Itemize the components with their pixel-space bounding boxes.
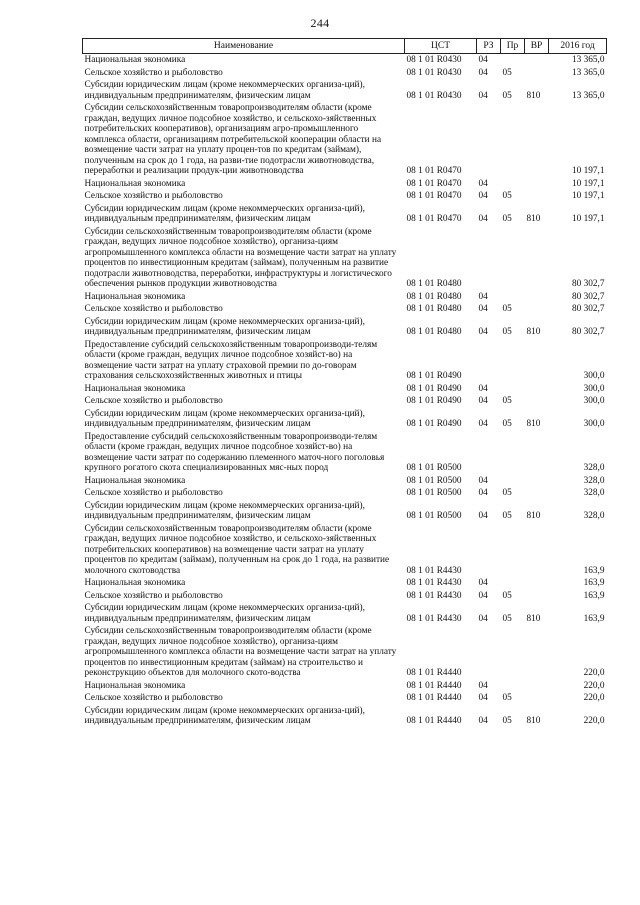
row-pr xyxy=(501,475,525,488)
row-vr xyxy=(525,102,549,178)
row-vr xyxy=(525,577,549,590)
row-rz xyxy=(477,226,501,291)
row-amount: 328,0 xyxy=(583,463,605,473)
header-name: Наименование xyxy=(83,39,405,54)
row-name: Сельское хозяйство и рыболовство xyxy=(84,693,223,703)
row-name: Субсидии юридическим лицам (кроме некоммерческих организа-ций), индивидуальным предпринимателям, физическим лицам xyxy=(84,316,365,337)
row-rz: 04 xyxy=(478,488,488,498)
row-pr xyxy=(501,102,525,178)
row-code: 08 1 01 R0470 xyxy=(406,178,462,189)
row-pr: 05 xyxy=(502,214,512,224)
row-amount: 163,9 xyxy=(583,578,605,588)
table-row xyxy=(83,291,607,304)
row-code: 08 1 01 R0470 xyxy=(406,191,462,201)
row-pr xyxy=(501,178,525,191)
row-name: Субсидии юридическим лицам (кроме некоммерческих организа-ций), индивидуальным предпринимателям, физическим лицам xyxy=(84,705,365,726)
table-row xyxy=(83,303,607,316)
row-code: 08 1 01 R4430 xyxy=(406,590,462,601)
budget-table xyxy=(82,38,607,728)
row-rz: 04 xyxy=(478,680,488,691)
header-code: ЦСТ xyxy=(405,39,477,54)
row-code: 08 1 01 R0490 xyxy=(406,371,462,381)
row-amount: 220,0 xyxy=(583,716,605,726)
row-name: Предоставление субсидий сельскохозяйственным товаропроизводи-телям области (кроме граждан, ведущих личное подсобное хозяйст-во) на возмещение части затрат на уплату страховой премии по до-говорам страхования сельскохозяйственных животных и птицы xyxy=(84,339,378,381)
row-code: 08 1 01 R0470 xyxy=(406,214,462,224)
row-code: 08 1 01 R4430 xyxy=(406,613,462,624)
row-code: 08 1 01 R4440 xyxy=(406,680,462,691)
row-rz: 04 xyxy=(478,716,488,726)
row-rz: 04 xyxy=(478,511,488,521)
header-rz: РЗ xyxy=(477,39,501,54)
row-amount: 13 365,0 xyxy=(571,67,605,78)
row-code: 08 1 01 R4440 xyxy=(406,693,462,703)
row-code: 08 1 01 R0500 xyxy=(406,511,462,521)
row-vr xyxy=(525,475,549,488)
row-code: 08 1 01 R0430 xyxy=(406,55,462,65)
row-pr: 05 xyxy=(502,488,512,498)
row-pr: 05 xyxy=(502,327,512,337)
row-vr: 810 xyxy=(526,90,541,101)
row-pr: 05 xyxy=(502,590,512,601)
row-vr xyxy=(525,431,549,475)
row-rz: 04 xyxy=(478,693,488,703)
table-row xyxy=(83,625,607,680)
row-pr: 05 xyxy=(502,191,512,201)
row-pr: 05 xyxy=(502,613,512,624)
table-row xyxy=(83,705,607,728)
row-name: Национальная экономика xyxy=(84,578,186,588)
row-vr xyxy=(525,692,549,705)
row-name: Субсидии сельскохозяйственным товаропроизводителям области (кроме граждан, ведущих личное подсобное хозяйство, и сельскохо-зяйственных потребительских кооперативов) на возмещение части затрат на уплату процентов по кредитам (займам), полученным на срок до 1 года, на развитие молочного скотоводства xyxy=(84,523,390,576)
row-pr xyxy=(501,625,525,680)
row-name: Сельское хозяйство и рыболовство xyxy=(84,191,223,201)
row-name: Сельское хозяйство и рыболовство xyxy=(84,67,223,78)
table-body xyxy=(83,54,607,728)
row-vr xyxy=(525,625,549,680)
row-vr xyxy=(525,590,549,603)
table-row xyxy=(83,383,607,396)
row-pr xyxy=(501,291,525,304)
table-row xyxy=(83,487,607,500)
row-code: 08 1 01 R0430 xyxy=(406,67,462,78)
header-vr: ВР xyxy=(525,39,549,54)
table-row xyxy=(83,190,607,203)
row-name: Сельское хозяйство и рыболовство xyxy=(84,488,223,498)
row-rz: 04 xyxy=(478,590,488,601)
row-pr: 05 xyxy=(502,67,512,78)
row-vr xyxy=(525,303,549,316)
row-rz: 04 xyxy=(478,327,488,337)
table-row xyxy=(83,79,607,102)
table-row xyxy=(83,602,607,625)
row-rz: 04 xyxy=(478,304,488,314)
row-amount: 10 197,1 xyxy=(571,178,605,189)
row-vr: 810 xyxy=(526,511,541,521)
header-pr: Пр xyxy=(501,39,525,54)
row-name: Национальная экономика xyxy=(84,383,186,394)
row-amount: 220,0 xyxy=(583,680,605,691)
row-pr: 05 xyxy=(502,716,512,726)
row-code: 08 1 01 R0490 xyxy=(406,396,462,406)
row-vr: 810 xyxy=(526,419,541,429)
row-name: Субсидии юридическим лицам (кроме некоммерческих организа-ций), индивидуальным предпринимателям, физическим лицам xyxy=(84,500,365,521)
row-amount: 300,0 xyxy=(583,383,605,394)
row-code: 08 1 01 R0430 xyxy=(406,90,462,101)
row-name: Субсидии юридическим лицам (кроме некоммерческих организа-ций), индивидуальным предпринимателям, физическим лицам xyxy=(84,408,365,429)
row-rz xyxy=(477,102,501,178)
row-amount: 80 302,7 xyxy=(571,327,605,337)
row-code: 08 1 01 R0470 xyxy=(406,166,462,176)
row-rz: 04 xyxy=(478,578,488,588)
row-code: 08 1 01 R4430 xyxy=(406,578,462,588)
row-name: Национальная экономика xyxy=(84,178,186,189)
row-code: 08 1 01 R4430 xyxy=(406,565,462,576)
row-name: Субсидии сельскохозяйственным товаропроизводителям области (кроме граждан, ведущих личное подсобное хозяйство), организа-циям агропромышленного комплекса области на возмещение части затрат на уплату процентов по инвестиционным кредитам (займам) на строительство и реконструкцию объектов для молочного ското-водства xyxy=(84,626,397,678)
row-rz xyxy=(477,339,501,383)
table-row xyxy=(83,475,607,488)
row-pr: 05 xyxy=(502,304,512,314)
row-code: 08 1 01 R0480 xyxy=(406,279,462,289)
row-pr: 05 xyxy=(502,396,512,406)
row-amount: 80 302,7 xyxy=(571,304,605,314)
row-amount: 163,9 xyxy=(583,613,605,624)
row-rz: 04 xyxy=(478,67,488,78)
row-pr xyxy=(501,383,525,396)
row-amount: 80 302,7 xyxy=(571,279,605,289)
row-rz: 04 xyxy=(478,396,488,406)
row-pr xyxy=(501,680,525,693)
row-vr xyxy=(525,487,549,500)
table-row xyxy=(83,102,607,178)
row-amount: 10 197,1 xyxy=(571,191,605,201)
row-name: Национальная экономика xyxy=(84,475,186,486)
row-rz: 04 xyxy=(478,178,488,189)
row-code: 08 1 01 R0490 xyxy=(406,419,462,429)
row-pr xyxy=(501,577,525,590)
page-number: 244 xyxy=(310,16,330,30)
row-rz: 04 xyxy=(478,214,488,224)
row-rz xyxy=(477,523,501,578)
row-name: Сельское хозяйство и рыболовство xyxy=(84,396,223,406)
row-pr: 05 xyxy=(502,693,512,703)
row-amount: 10 197,1 xyxy=(571,166,605,176)
row-amount: 300,0 xyxy=(583,396,605,406)
row-code: 08 1 01 R0490 xyxy=(406,383,462,394)
row-vr xyxy=(525,67,549,80)
table-row xyxy=(83,590,607,603)
row-vr xyxy=(525,291,549,304)
table-row xyxy=(83,339,607,383)
table-row xyxy=(83,226,607,291)
header-row xyxy=(83,39,607,54)
table-row xyxy=(83,680,607,693)
row-name: Сельское хозяйство и рыболовство xyxy=(84,304,223,314)
row-pr: 05 xyxy=(502,90,512,101)
row-rz: 04 xyxy=(478,291,488,302)
row-vr xyxy=(525,190,549,203)
row-amount: 13 365,0 xyxy=(571,90,605,101)
row-code: 08 1 01 R0480 xyxy=(406,304,462,314)
row-code: 08 1 01 R0500 xyxy=(406,463,462,473)
table-row xyxy=(83,54,607,67)
row-amount: 328,0 xyxy=(583,475,605,486)
row-amount: 220,0 xyxy=(583,693,605,703)
row-name: Субсидии юридическим лицам (кроме некоммерческих организа-ций), индивидуальным предпринимателям, физическим лицам xyxy=(84,80,365,101)
row-amount: 328,0 xyxy=(583,488,605,498)
row-amount: 13 365,0 xyxy=(571,55,605,65)
row-name: Национальная экономика xyxy=(84,55,186,65)
row-vr: 810 xyxy=(526,716,541,726)
row-amount: 220,0 xyxy=(583,668,605,678)
row-vr xyxy=(525,178,549,191)
row-vr xyxy=(525,226,549,291)
table-row xyxy=(83,67,607,80)
row-vr: 810 xyxy=(526,214,541,224)
header-year: 2016 год xyxy=(549,39,607,54)
row-name: Субсидии юридическим лицам (кроме некоммерческих организа-ций), индивидуальным предпринимателям, физическим лицам xyxy=(84,203,365,224)
row-rz: 04 xyxy=(478,419,488,429)
table-row xyxy=(83,431,607,475)
row-vr xyxy=(525,523,549,578)
row-name: Национальная экономика xyxy=(84,291,186,302)
row-rz: 04 xyxy=(478,55,488,65)
row-vr: 810 xyxy=(526,327,541,337)
row-code: 08 1 01 R0500 xyxy=(406,488,462,498)
row-vr xyxy=(525,54,549,67)
row-amount: 328,0 xyxy=(583,511,605,521)
table-row xyxy=(83,577,607,590)
row-rz: 04 xyxy=(478,90,488,101)
row-code: 08 1 01 R0480 xyxy=(406,291,462,302)
table-row xyxy=(83,692,607,705)
table-header xyxy=(83,39,607,54)
row-amount: 163,9 xyxy=(583,565,605,576)
row-amount: 163,9 xyxy=(583,590,605,601)
row-vr: 810 xyxy=(526,613,541,624)
row-name: Субсидии сельскохозяйственным товаропроизводителям области (кроме граждан, ведущих личное подсобное хозяйство), организа-циям агропромышленного комплекса области на возмещение части затрат на уплату процентов по инвестиционным кредитам (займам), полученным на развитие подотрасли животноводства, переработки, инфраструктуры и логистического обеспечения рынков продукции животноводства xyxy=(84,226,397,289)
row-pr xyxy=(501,523,525,578)
table-row xyxy=(83,203,607,226)
row-pr xyxy=(501,339,525,383)
row-amount: 300,0 xyxy=(583,371,605,381)
table-row xyxy=(83,500,607,523)
row-code: 08 1 01 R0500 xyxy=(406,475,462,486)
table-row xyxy=(83,178,607,191)
row-vr xyxy=(525,395,549,408)
row-name: Субсидии юридическим лицам (кроме некоммерческих организа-ций), индивидуальным предпринимателям, физическим лицам xyxy=(84,603,365,624)
row-code: 08 1 01 R4440 xyxy=(406,668,462,678)
row-code: 08 1 01 R4440 xyxy=(406,716,462,726)
row-rz: 04 xyxy=(478,613,488,624)
table-row xyxy=(83,523,607,578)
row-name: Субсидии сельскохозяйственным товаропроизводителям области (кроме граждан, ведущих личное подсобное хозяйство, и сельскохо-зяйственных потребительских кооперативов), организациям агро-промышленного комплекса области, организациям потребительской кооперации области на возмещение части затрат на уплату процен-тов по кредитам (займам), полученным на срок до 1 года, на разви-тие подотрасли животноводства, переработки и реализации продук-ции животноводства xyxy=(84,103,382,176)
row-rz xyxy=(477,431,501,475)
row-vr xyxy=(525,680,549,693)
row-amount: 300,0 xyxy=(583,419,605,429)
row-amount: 80 302,7 xyxy=(571,291,605,302)
row-amount: 10 197,1 xyxy=(571,214,605,224)
row-rz xyxy=(477,625,501,680)
row-pr: 05 xyxy=(502,511,512,521)
row-name: Сельское хозяйство и рыболовство xyxy=(84,590,223,601)
row-name: Национальная экономика xyxy=(84,680,186,691)
row-name: Предоставление субсидий сельскохозяйственным товаропроизводи-телям области (кроме граждан, ведущих личное подсобное хозяйст-во) на возмещение части затрат по содержанию племенного маточ-ного поголовья крупного рогатого скота специализированных мяс-ных пород xyxy=(84,431,385,473)
row-rz: 04 xyxy=(478,475,488,486)
table-row xyxy=(83,408,607,431)
row-code: 08 1 01 R0480 xyxy=(406,327,462,337)
row-rz: 04 xyxy=(478,383,488,394)
row-pr xyxy=(501,431,525,475)
row-rz: 04 xyxy=(478,191,488,201)
table-row xyxy=(83,395,607,408)
row-vr xyxy=(525,339,549,383)
row-pr xyxy=(501,54,525,67)
row-pr xyxy=(501,226,525,291)
row-pr: 05 xyxy=(502,419,512,429)
row-vr xyxy=(525,383,549,396)
table-row xyxy=(83,316,607,339)
